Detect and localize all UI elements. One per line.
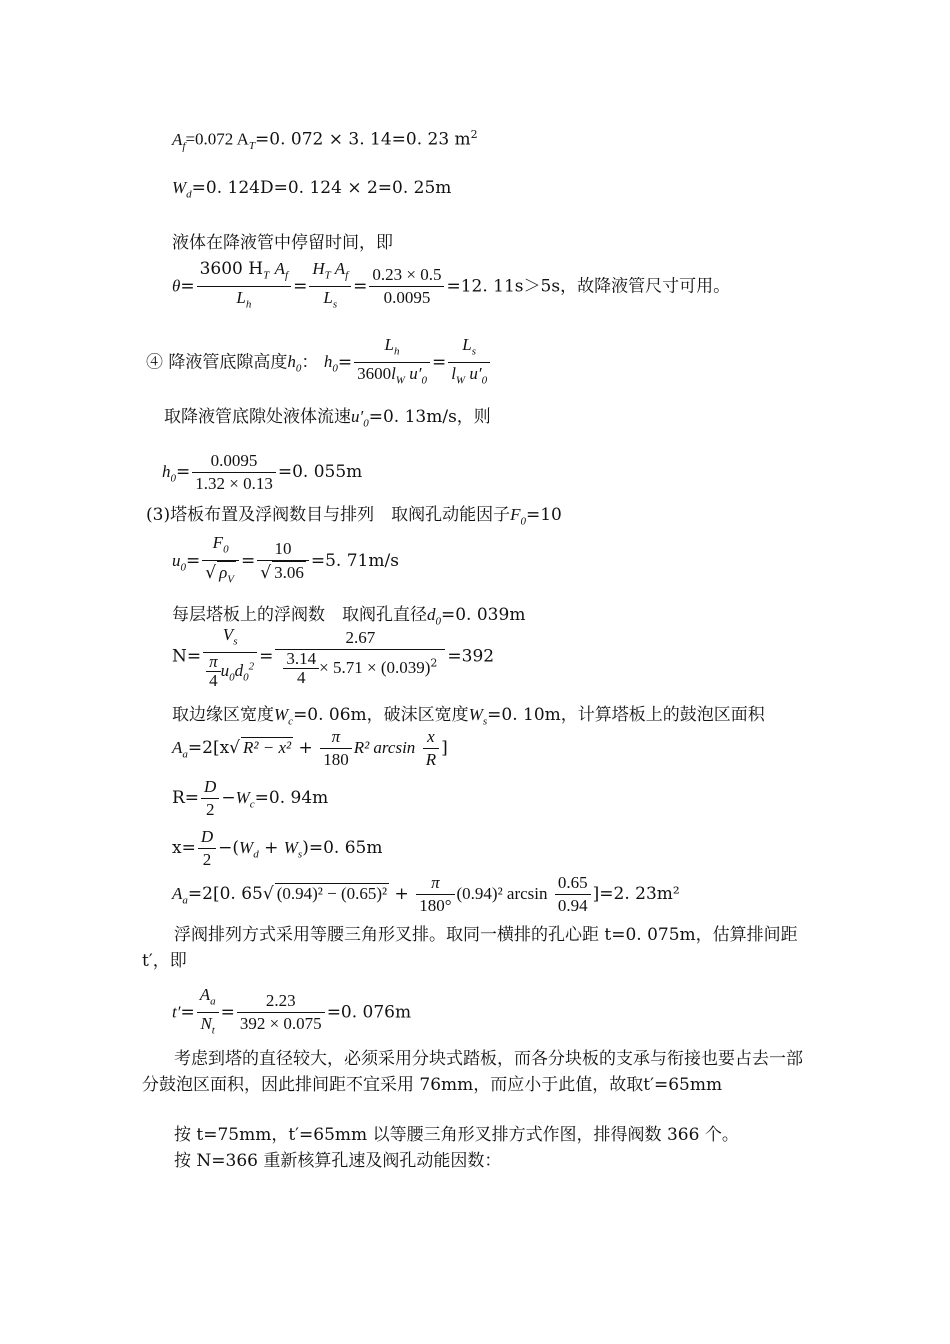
section3-title: (3)塔板布置及浮阀数目与排列 取阀孔动能因子 <box>146 505 511 525</box>
aa-pre: =2[x <box>187 738 230 758</box>
u0-take: 取降液管底隙处液体流速 <box>164 407 351 427</box>
section3-f0: =10 <box>525 505 562 525</box>
edge-line: 取边缘区宽度$W_c=0$. 06m，破沫区宽度$W_s=0$. 10m，计算塔板上的鼓泡区面积 <box>172 705 765 728</box>
h0-title: ④ 降液管底隙高度 <box>146 352 288 373</box>
wd-expr: =0. 124D=0. 124 × 2=0. 25m <box>191 178 452 198</box>
n-den2c: × 5.71 × (0.039) <box>319 658 431 678</box>
n-num2: 2.67 <box>275 627 445 650</box>
af-line: $A_f=0.072$ $A_T=0$. 072 × 3. 14=0. 23 $m^2$ <box>172 128 478 153</box>
n-result: =392 <box>447 646 495 667</box>
aa2-den: 180° <box>419 896 452 915</box>
tp-den2: 392 × 0.075 <box>239 1014 322 1034</box>
paragraph-layout: 按 t=75mm，t′=65mm 以等腰三角形叉排方式作图，排得阀数 366 个。 <box>174 1125 739 1145</box>
u0-den: 3.06 <box>274 563 304 583</box>
aa2-sqrt: (0.94)² − (0.65)² <box>276 884 388 903</box>
u0-take-line: 取降液管底隙处液体流速$u'_0=0$. 13m/s，则 <box>164 407 491 430</box>
u0-value: =0. 13m/s，则 <box>368 407 491 427</box>
u0-num: 10 <box>257 538 309 561</box>
af-tail: =0. 072 × 3. 14=0. 23 m <box>255 129 471 150</box>
section3-line: (3)塔板布置及浮阀数目与排列 取阀孔动能因子$F_0=10$ <box>146 505 562 528</box>
n-prefix: N= <box>172 646 202 667</box>
residence-text: 液体在降液管中停留时间，即 <box>172 233 393 253</box>
u0-formula: $u_0=$ $\frac{F_0}{√ \rho_V}$ = $\frac{10}{√ 3.06}$ =5. 71m/s <box>172 532 399 591</box>
d0-value: =0. 039m <box>441 605 526 625</box>
theta-formula: θ= $\frac{3600 H_T A_f}{L_h}$ = $\frac{H_T A_f}{L_s}$ = $\frac{0.23 \times 0.5}{0.0095}$ =12. 11s＞5s，故降液管尺寸可用。 <box>172 259 731 311</box>
aa-180: 180 <box>323 750 349 769</box>
aa-numeric: $A_a=2[0$. 65√ (0.94)² − (0.65)² + $\frac{\pi}{180^\circ}$ (0.94)² arcsin $\frac{0.65}{0.94}$ ]=2. 23m² <box>172 873 680 915</box>
h0-den: 1.32 × 0.13 <box>195 474 273 493</box>
n-den2a: 3.14 <box>283 650 319 669</box>
wd-line: $W_d=0$. 124D=0. 124 × 2=0. 25m <box>172 178 452 201</box>
valves-text: 每层塔板上的浮阀数 取阀孔直径 <box>172 605 427 625</box>
tp-result: =0. 076m <box>326 1002 412 1023</box>
aa-sqrt: R² − x² <box>243 738 292 757</box>
aa-arc: R² arcsin <box>353 738 416 757</box>
h0-calc: $h_0=$ $\frac{0.0095}{1.32 \times 0.13}$ =0. 055m <box>162 451 363 493</box>
n-den2b: 4 <box>297 668 306 688</box>
paragraph-recheck: 按 N=366 重新核算孔速及阀孔动能因数： <box>174 1151 502 1171</box>
theta-num3: 0.23 × 0.5 <box>369 264 444 287</box>
aa2-mid: (0.94)² arcsin <box>456 884 548 903</box>
u0-result: =5. 71m/s <box>310 550 399 571</box>
h0-result: =0. 055m <box>277 462 363 482</box>
aa2-fden: 0.94 <box>557 896 588 915</box>
aa2-fnum: 0.65 <box>555 872 591 895</box>
af-expr: =0.072 A <box>185 129 249 149</box>
paragraph-arrangement: 浮阀排列方式采用等腰三角形叉排。取同一横排的孔心距 t=0. 075m，估算排间距t′，即 <box>142 925 798 971</box>
ws-value: =0. 10m，计算塔板上的鼓泡区面积 <box>487 705 765 725</box>
n-formula: N= $V_s$ $\frac{\pi}{4}$ $u_0d_0^2$ = 2.67 $\frac{3.14}{4}$ × $5.71 \times (0.039)^2$ =392 <box>172 625 495 691</box>
tp-num2: 2.23 <box>237 990 325 1013</box>
valves-line: 每层塔板上的浮阀数 取阀孔直径$d_0=0$. 039m <box>172 605 526 628</box>
tp-formula: t′= $\frac{A_a}{N_t}$ = $\frac{2.23}{392 \times 0.075}$ =0. 076m <box>172 985 412 1037</box>
theta-den3: 0.0095 <box>383 288 431 308</box>
edge-text: 取边缘区宽度 <box>172 705 274 725</box>
x-prefix: x= <box>172 838 196 858</box>
aa2-tail: ]=2. 23m² <box>592 884 680 904</box>
theta-num1: 3600 H <box>199 259 264 279</box>
h0-den1: 3600 <box>357 364 392 384</box>
paragraph-consideration: 考虑到塔的直径较大，必须采用分块式踏板，而各分块板的支承与衔接也要占去一部分鼓泡区面积，因此排间距不宜采用 76mm，而应小于此值，故取t′=65mm <box>142 1049 803 1095</box>
h0-num: 0.0095 <box>192 450 276 473</box>
x-formula: x= $\frac{D}{2}$ $-(W_d + W_s)=0$. 65m <box>172 827 383 869</box>
aa-formula: $A_a=2[x√$ R² − x² + $\frac{\pi}{180}$ R² arcsin $\frac{x}{R}$ ] <box>172 727 448 769</box>
aa2-pre: =2[0. 65 <box>187 884 263 904</box>
r-prefix: R= <box>172 788 200 808</box>
h0-title-line: ④ 降液管底隙高度$h_0$： $h_0=$ $\frac{L_h}{3600l_W u'_0}$ = $\frac{L_s}{l_W u'_0}$ <box>146 334 492 392</box>
edge-value: =0. 06m，破沫区宽度 <box>293 705 469 725</box>
x-tail: =0. 65m <box>308 838 383 858</box>
r-formula: R= $\frac{D}{2}$ $-W_c=0$. 94m <box>172 777 329 819</box>
r-tail: =0. 94m <box>254 788 329 808</box>
theta-tail: =12. 11s＞5s，故降液管尺寸可用。 <box>446 276 731 297</box>
